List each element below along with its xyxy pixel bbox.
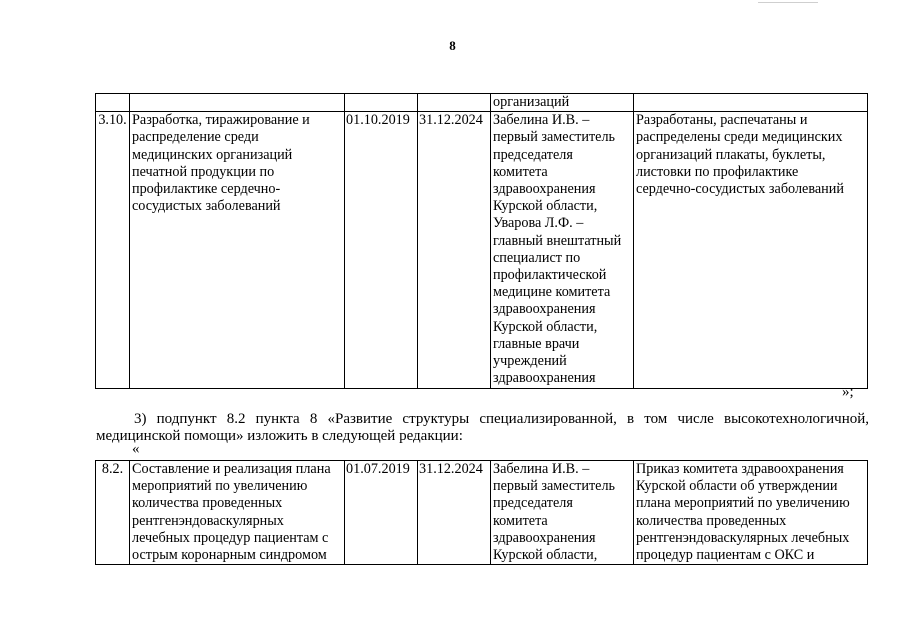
table-row-8-2: [96, 461, 868, 565]
measures-table-new: [95, 460, 868, 565]
start-date: 01.10.2019: [345, 112, 418, 389]
closing-quote: »;: [842, 384, 854, 400]
measures-table-continued: [95, 93, 868, 389]
cell-title: [130, 94, 345, 112]
item-number: 8.2.: [96, 461, 130, 565]
start-date: 01.07.2019: [345, 461, 418, 565]
cell-num: [96, 94, 130, 112]
cell-responsible: организаций: [491, 94, 634, 112]
end-date: 31.12.2024: [418, 461, 491, 565]
item-title: Разработка, тиражирование и распределение среди медицинских организаций печатной продукции по профилактике сердечно- сосудистых заболеваний: [130, 112, 345, 389]
cell-start-date: [345, 94, 418, 112]
expected-result: Приказ комитета здравоохранения Курской области об утверждении плана мероприятий по увеличению количества проведенных рентгенэндоваскулярных лечебных процедур пациентам с ОКС и: [634, 461, 868, 565]
responsible-persons: Забелина И.В. – первый заместитель председателя комитета здравоохранения Курской области,: [491, 461, 634, 565]
end-date: 31.12.2024: [418, 112, 491, 389]
opening-quote: «: [132, 441, 140, 457]
item-title: Составление и реализация плана мероприятий по увеличению количества проведенных рентгенэндоваскулярных лечебных процедур пациентам с острым коронарным синдромом: [130, 461, 345, 565]
scan-mark: [758, 2, 818, 4]
table-row-continued: [96, 94, 868, 112]
expected-result: Разработаны, распечатаны и распределены среди медицинских организаций плакаты, буклеты, листовки по профилактике сердечно-сосудистых заболеваний: [634, 112, 868, 389]
amendment-paragraph: 3) подпункт 8.2 пункта 8 «Развитие структуры специализированной, в том числе высокотехнологичной, медицинской помощи» изложить в следующей редакции:: [96, 411, 869, 444]
item-number: 3.10.: [96, 112, 130, 389]
cell-end-date: [418, 94, 491, 112]
cell-result: [634, 94, 868, 112]
responsible-persons: Забелина И.В. – первый заместитель председателя комитета здравоохранения Курской области, Уварова Л.Ф. – главный внештатный специалист по профилактической медицине комитета здравоохранения Курской области, главные врачи учреждений здравоохранения: [491, 112, 634, 389]
page-number: 8: [449, 38, 456, 53]
table-row-3-10: [96, 112, 868, 389]
